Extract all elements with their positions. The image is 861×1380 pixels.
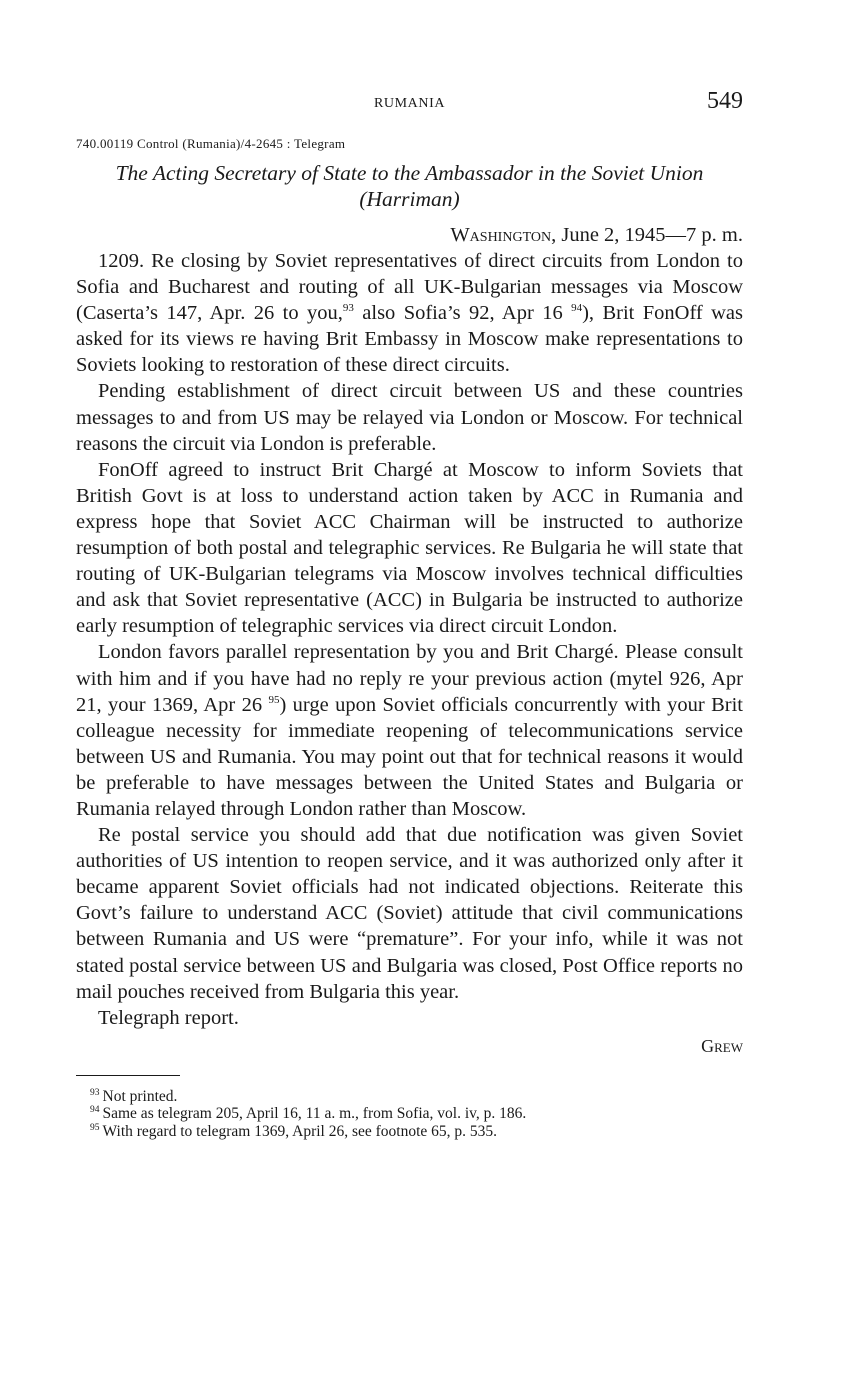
footnote-text: Same as telegram 205, April 16, 11 a. m., from Sofia, vol. iv, p. 186.: [102, 1105, 527, 1123]
document-page: [76, 86, 743, 1140]
dateline-date: June 2, 1945—7 p. m.: [556, 224, 743, 246]
footnote-95: [90, 1123, 743, 1141]
document-title: [76, 160, 743, 212]
paragraph-1-text-c: ), Brit FonOff was asked for its views re having Brit Embassy in Moscow make representations to Soviets looking to restoration of these direct circuits.: [76, 302, 744, 377]
paragraph-6: Telegraph report.: [98, 1006, 239, 1029]
paragraph-3: FonOff agreed to instruct Brit Chargé at Moscow to inform Soviets that British Govt is at loss to understand action taken by ACC in Rumania and express hope that Soviet ACC Chairman will be instructed to authorize resumption of both postal and telegraphic services. Re Bulgaria he will state that routing of UK-Bulgarian telegrams via Moscow involves technical difficulties and ask that Soviet representative (ACC) in Bulgaria be instructed to authorize early resumption of telegraphic services via direct circuit London.: [76, 458, 743, 638]
footnote-ref-94: 94: [571, 302, 583, 315]
paragraph-1-text-b: also Sofia’s 92, Apr 16: [353, 302, 572, 325]
footnote-number: 94: [90, 1105, 100, 1116]
footnote-ref-95: 95: [268, 693, 280, 706]
footnote-text: With regard to telegram 1369, April 26, see footnote 65, p. 535.: [102, 1122, 498, 1140]
document-title-line-1: The Acting Secretary of State to the Ambassador in the Soviet Union: [115, 161, 704, 185]
paragraph-1-text-a: 1209. Re closing by Soviet representatives of direct circuits from London to Sofia and Bucharest and routing of all UK-Bulgarian messages via Moscow (Caserta’s 147, Apr. 26 to you,: [76, 250, 743, 325]
document-title-line-2: (Harriman): [359, 187, 460, 211]
footnote-number: 93: [90, 1087, 100, 1098]
running-title: RUMANIA: [373, 96, 446, 111]
paragraph-1: [76, 248, 743, 378]
footnote-ref-93: 93: [342, 302, 354, 315]
paragraph-5: Re postal service you should add that due notification was given Soviet authorities of US intention to reopen service, and it was authorized only after it became apparent Soviet officials had not indicated objections. Reiterate this Govt’s failure to understand ACC (Soviet) attitude that civil communications between Rumania and US were “premature”. For your info, while it was not stated postal service between US and Bulgaria was closed, Post Office reports no mail pouches received from Bulgaria this year.: [76, 824, 743, 1003]
paragraph-4-text-b: ) urge upon Soviet officials concurrently with your Brit colleague necessity for immediate reopening of telecommunications service between US and Rumania. You may point out that for technical reasons it would be preferable to have messages between the United States and Bulgaria or Rumania relayed through London rather than Moscow.: [76, 693, 744, 820]
telegram-body: [76, 248, 743, 1031]
paragraph-4-text-a: London favors parallel representation by you and Brit Chargé. Please consult with him and if you have had no reply re your previous action (mytel 926, Apr 21, your 1369, Apr 26: [76, 641, 743, 716]
page-number: 549: [707, 88, 743, 114]
paragraph-2: Pending establishment of direct circuit between US and these countries messages to and from US may be relayed via London or Moscow. For technical reasons the circuit via London is preferable.: [76, 380, 743, 455]
footnote-93: [90, 1088, 743, 1106]
signature: Grew: [701, 1035, 743, 1056]
file-reference: 740.00119 Control (Rumania)/4-2645 : Telegram: [76, 136, 346, 151]
running-header: [76, 86, 743, 122]
footnote-divider: [76, 1075, 180, 1076]
footnote-text: Not printed.: [102, 1087, 178, 1105]
footnotes: [76, 1088, 743, 1141]
footnote-94: [90, 1105, 743, 1123]
footnote-number: 95: [90, 1122, 100, 1133]
dateline: [76, 222, 743, 248]
dateline-place: Washington,: [450, 224, 557, 246]
paragraph-4: [76, 639, 743, 822]
